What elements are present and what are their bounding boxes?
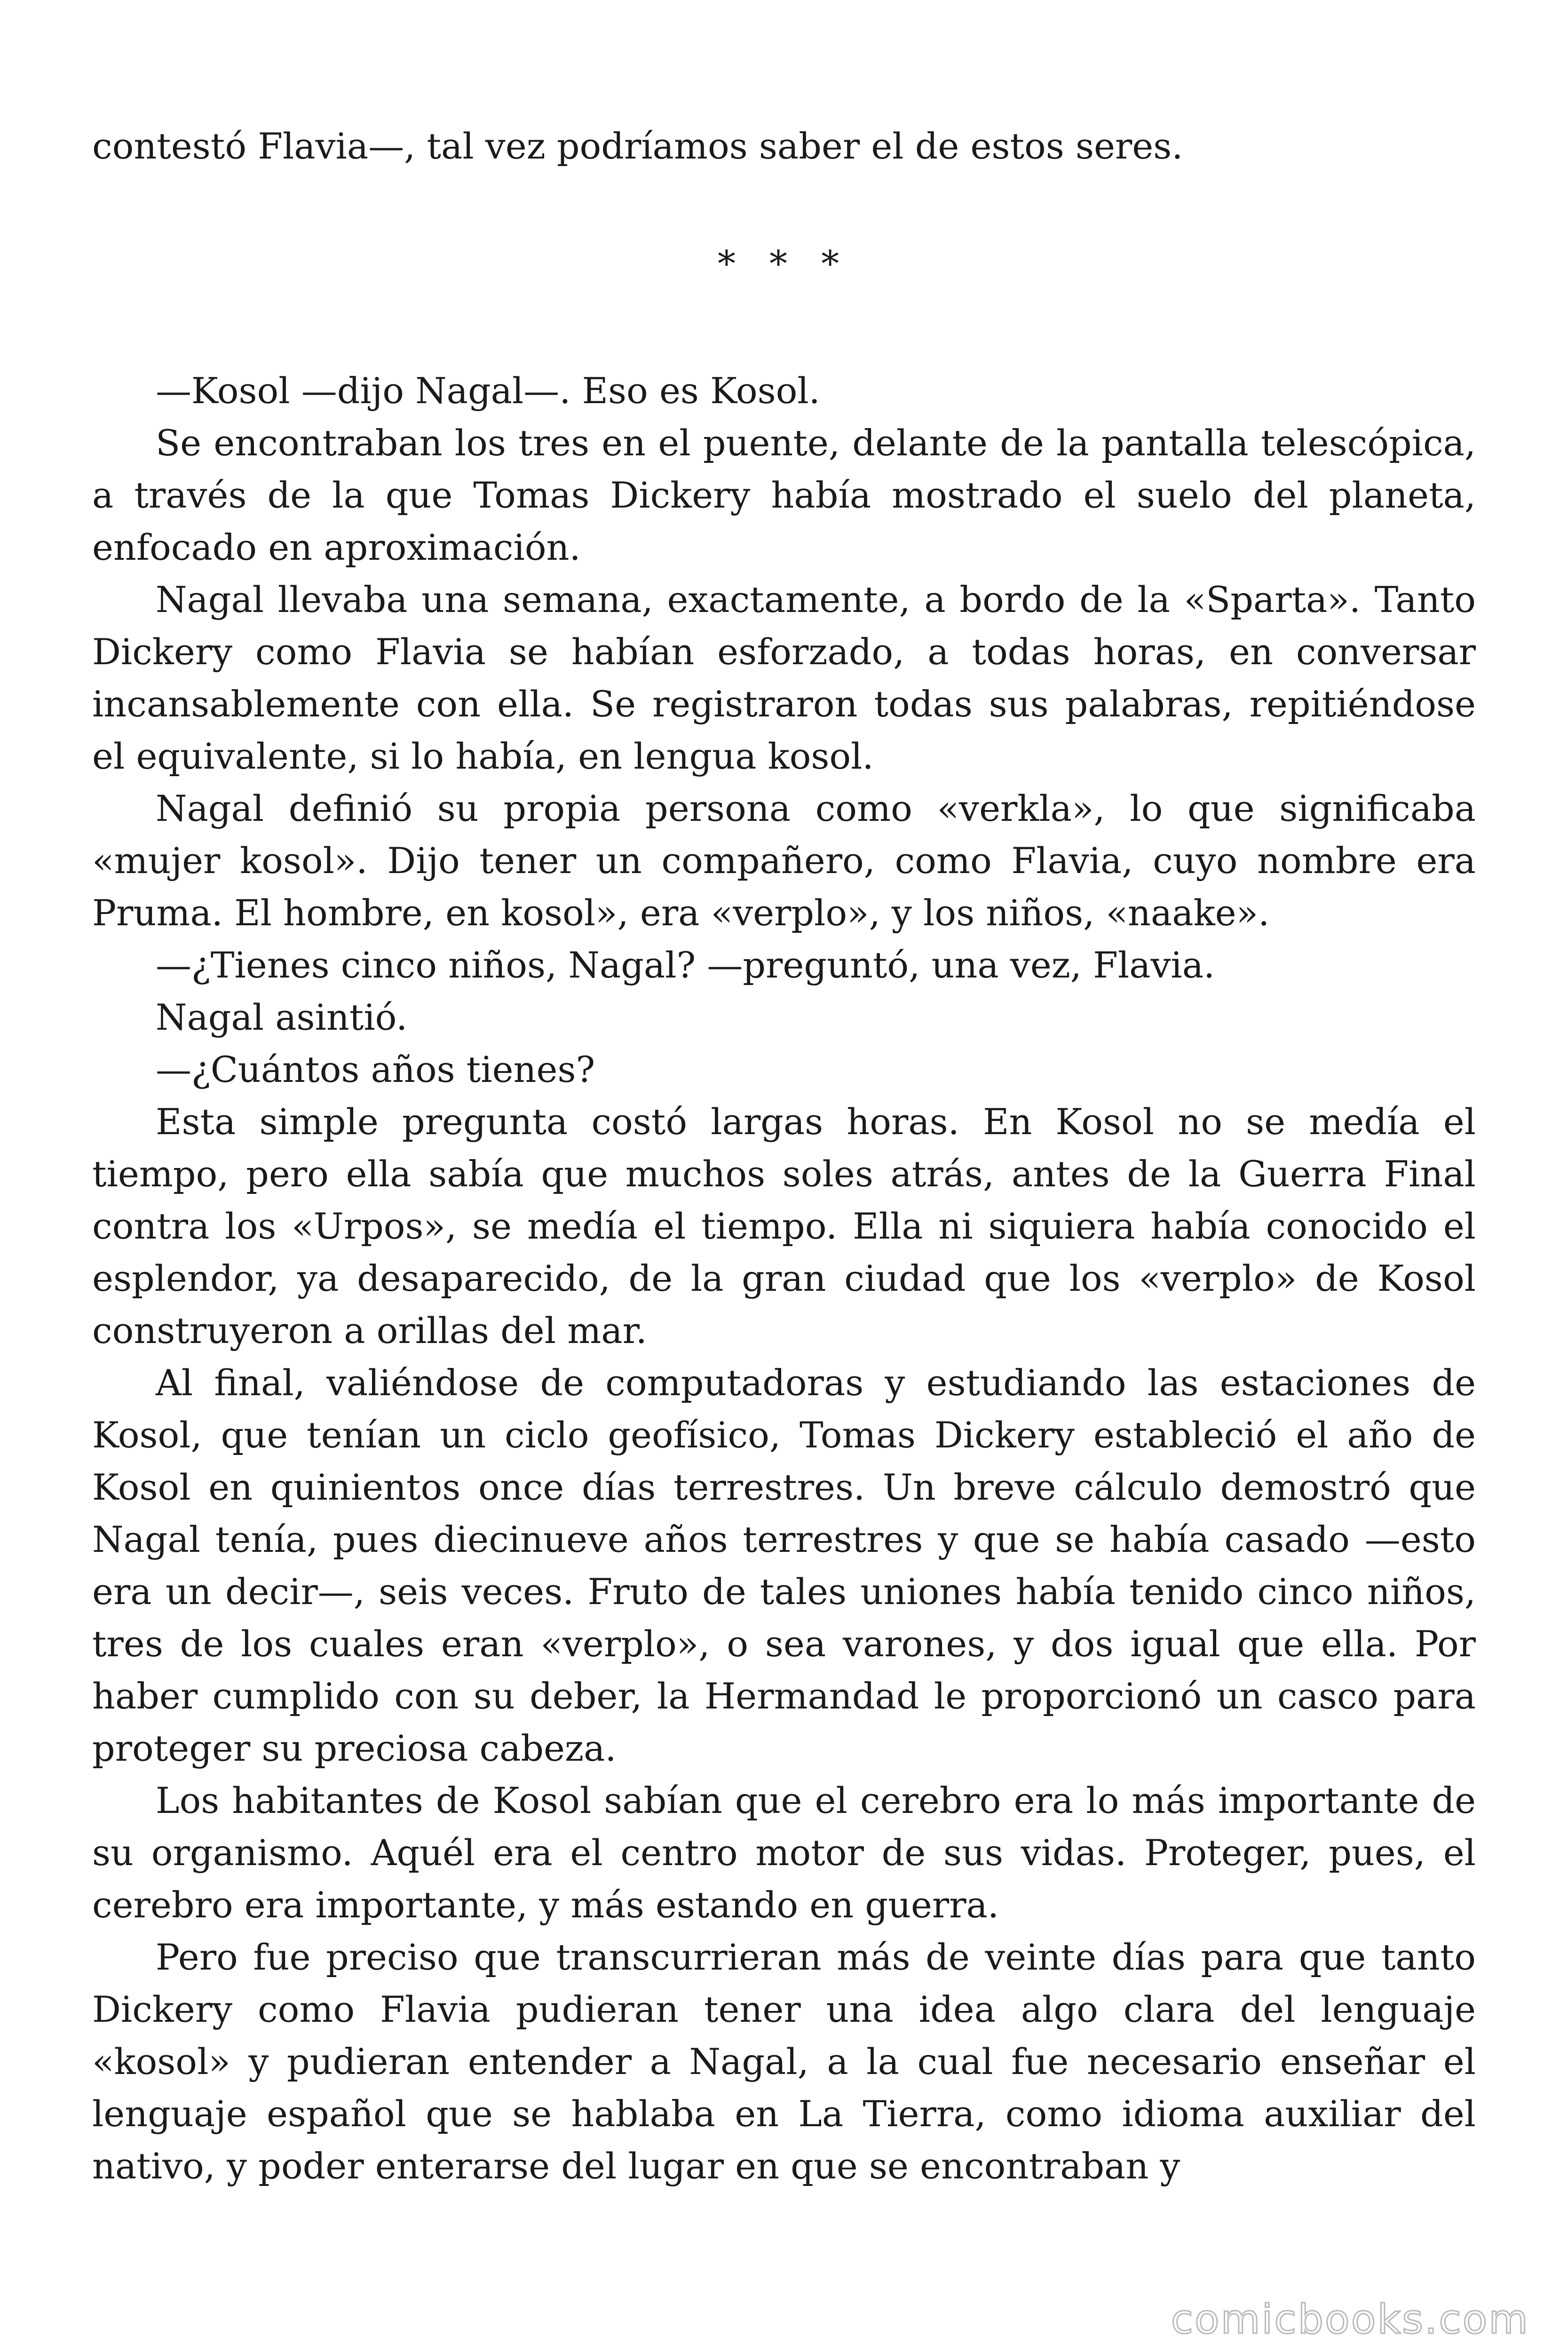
paragraph: Esta simple pregunta costó largas horas. En Kosol no se medía el tiempo, pero ella sabía que muchos soles atrás, antes de la Guerra Final contra los «Urpos», se medía el tiempo. Ella ni siquiera había conocido el esplendor, ya desaparecido, de la gran ciudad que los «verplo» de Kosol construyeron a orillas del mar. [92,1101,1476,1351]
paragraph: Nagal llevaba una semana, exactamente, a bordo de la «Sparta». Tanto Dickery como Flavia se habían esforzado, a todas horas, en conversar incansablemente con ella. Se registraron todas sus palabras, repitiéndose el equivalente, si lo había, en lengua kosol. [92,579,1476,777]
paragraph: Pero fue preciso que transcurrieran más de veinte días para que tanto Dickery como Flavia pudieran tener una idea algo clara del lenguaje «kosol» y pudieran entender a Nagal, a la cual fue necesario enseñar el lenguaje español que se hablaba en La Tierra, como idioma auxiliar del nativo, y poder enterarse del lugar en que se encontraban y [92,1936,1476,2187]
paragraph: Al final, valiéndose de computadoras y estudiando las estaciones de Kosol, que tenían un ciclo geofísico, Tomas Dickery estableció el año de Kosol en quinientos once días terrestres. Un breve cálculo demostró que Nagal tenía, pues diecinueve años terrestres y que se había casado —esto era un decir—, seis veces. Fruto de tales uniones había tenido cinco niños, tres de los cuales eran «verplo», o sea varones, y dos igual que ella. Por haber cumplido con su deber, la Hermandad le proporcionó un casco para proteger su preciosa cabeza. [92,1362,1476,1769]
paragraph: —¿Tienes cinco niños, Nagal? —preguntó, una vez, Flavia. [156,944,1215,986]
paragraph: Los habitantes de Kosol sabían que el cerebro era lo más importante de su organismo. Aquél era el centro motor de sus vidas. Proteger, pues, el cerebro era importante, y más estando en guerra. [92,1780,1476,1926]
book-page [92,120,1476,2192]
opening-line: contestó Flavia—, tal vez podríamos saber el de estos seres. [92,125,1183,167]
paragraph: Se encontraban los tres en el puente, delante de la pantalla telescópica, a través de la que Tomas Dickery había mostrado el suelo del planeta, enfocado en aproximación. [92,422,1476,568]
paragraph: —¿Cuántos años tienes? [156,1049,595,1090]
paragraph: Nagal asintió. [156,996,408,1038]
scene-separator: * * * [717,243,851,285]
paragraph: Nagal definió su propia persona como «verkla», lo que significaba «mujer kosol». Dijo tener un compañero, como Flavia, cuyo nombre era Pruma. El hombre, en kosol», era «verplo», y los niños, «naake». [92,787,1476,934]
watermark-logo: comicbooks.com [1171,2296,1529,2343]
paragraph: —Kosol —dijo Nagal—. Eso es Kosol. [156,370,820,412]
